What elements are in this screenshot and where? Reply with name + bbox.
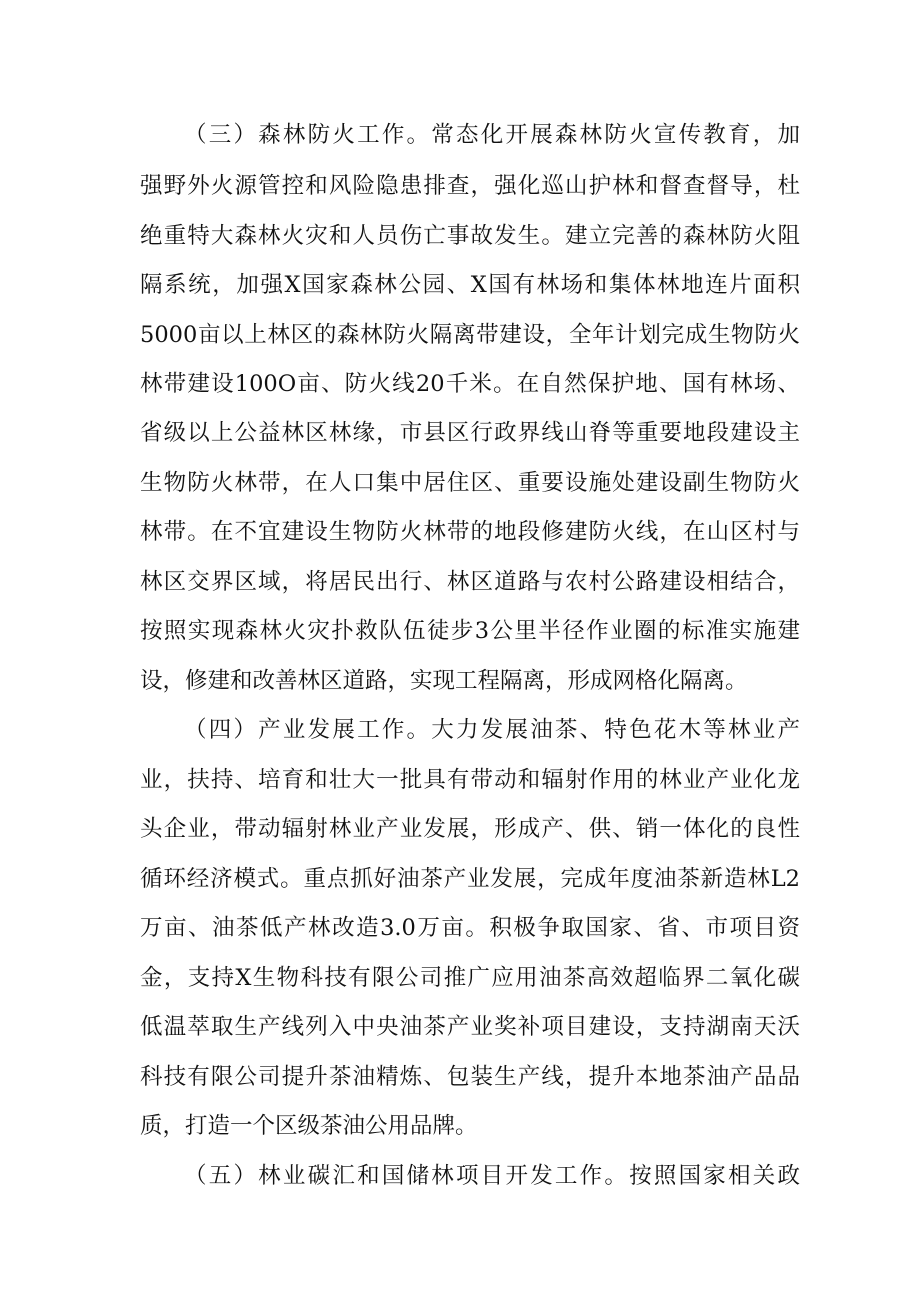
paragraph-4-line-6: 金，支持X生物科技有限公司推广应用油茶高效超临界二氧化碳 — [140, 965, 800, 991]
paragraph-4-line-2: 业，扶持、培育和壮大一批具有带动和辐射作用的林业产业化龙 — [140, 767, 800, 793]
paragraph-3-line-10: 林区交界区域，将居民出行、林区道路与农村公路建设相结合， — [140, 569, 800, 595]
paragraph-3-line-6: 林带建设100O亩、防火线20千米。在自然保护地、国有林场、 — [140, 371, 800, 397]
paragraph-3-line-5: 5000亩以上林区的森林防火隔离带建设，全年计划完成生物防火 — [140, 322, 800, 348]
paragraph-3-line-3: 绝重特大森林火灾和人员伤亡事故发生。建立完善的森林防火阻 — [140, 223, 800, 249]
paragraph-4-line-9: 质，打造一个区级茶油公用品牌。 — [140, 1113, 478, 1139]
paragraph-3-line-8: 生物防火林带，在人口集中居住区、重要设施处建设副生物防火 — [140, 470, 800, 496]
paragraph-3-line-9: 林带。在不宜建设生物防火林带的地段修建防火线，在山区村与 — [140, 519, 800, 545]
paragraph-3-line-2: 强野外火源管控和风险隐患排查，强化巡山护林和督查督导，杜 — [140, 173, 800, 199]
paragraph-3-line-11: 按照实现森林火灾扑救队伍徒步3公里半径作业圈的标准实施建 — [140, 618, 800, 644]
paragraph-4-line-7: 低温萃取生产线列入中央油茶产业奖补项目建设，支持湖南天沃 — [140, 1014, 800, 1040]
paragraph-3-line-12: 设，修建和改善林区道路，实现工程隔离，形成网格化隔离。 — [140, 668, 748, 694]
paragraph-3-line-1: （三）森林防火工作。常态化开展森林防火宣传教育，加 — [184, 122, 800, 148]
paragraph-3-line-7: 省级以上公益林区林缘，市县区行政界线山脊等重要地段建设主 — [140, 420, 800, 446]
paragraph-4-line-8: 科技有限公司提升茶油精炼、包装生产线，提升本地茶油产品品 — [140, 1064, 800, 1090]
paragraph-5-line-1: （五）林业碳汇和国储林项目开发工作。按照国家相关政 — [184, 1163, 800, 1189]
paragraph-4-line-5: 万亩、油茶低产林改造3.0万亩。积极争取国家、省、市项目资 — [140, 915, 800, 941]
paragraph-4-line-1: （四）产业发展工作。大力发展油茶、特色花木等林业产 — [184, 717, 800, 743]
paragraph-4-line-3: 头企业，带动辐射林业产业发展，形成产、供、销一体化的良性 — [140, 816, 800, 842]
paragraph-4-line-4: 循环经济模式。重点抓好油茶产业发展，完成年度油茶新造林L2 — [140, 866, 800, 892]
paragraph-3-line-4: 隔系统，加强X国家森林公园、X国有林场和集体林地连片面积 — [140, 272, 800, 298]
